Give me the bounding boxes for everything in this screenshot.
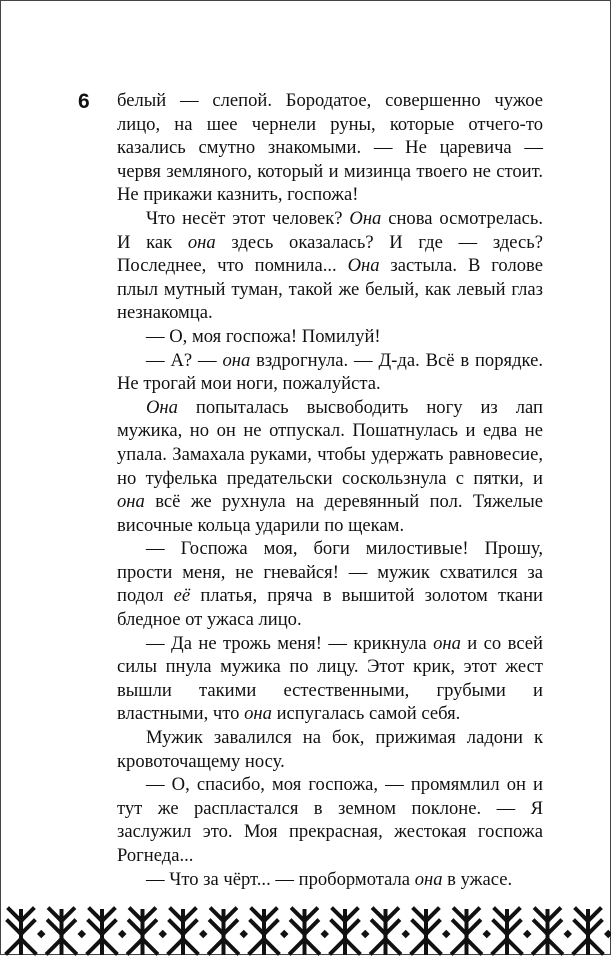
ornament-motif <box>534 909 562 953</box>
ornament-diamond <box>483 930 491 938</box>
page-number: 6 <box>78 90 90 113</box>
italic-pronoun: Она <box>146 396 178 418</box>
ornament-motif <box>210 909 238 953</box>
text-run: — Да не трожь меня! — крикнула <box>146 632 434 654</box>
italic-pronoun: она <box>187 231 216 253</box>
italic-pronoun: она <box>414 868 443 890</box>
ornament-motif <box>250 909 278 953</box>
ornament-motif <box>129 909 157 953</box>
slavic-pattern-icon <box>1 905 611 956</box>
text-run: — Что за чёрт... — пробормотала <box>146 868 415 890</box>
ornament-motif <box>453 909 481 953</box>
ornament-diamond <box>118 930 126 938</box>
ornament-diamond <box>523 930 531 938</box>
paragraph <box>117 726 543 773</box>
ornament-diamond <box>240 930 248 938</box>
paragraph <box>117 868 543 892</box>
ornament-diamond <box>442 930 450 938</box>
ornament-motif <box>493 909 521 953</box>
text-run: всё же рухнула на деревянный пол. Тяжелые височные кольца ударили по щекам. <box>117 491 543 536</box>
italic-pronoun: она <box>222 349 251 371</box>
paragraph <box>117 773 543 867</box>
ornament-motif <box>412 909 440 953</box>
text-run: — Госпожа моя, боги милостивые! Прошу, прости меня, не гневайся! — мужик схватился за подол <box>117 538 543 607</box>
paragraph <box>117 537 543 631</box>
text-run: Что несёт этот человек? <box>146 207 350 229</box>
ornament-diamond <box>159 930 167 938</box>
text-run: попыталась высвободить ногу из лап мужика, но он не отпускал. Пошатнулась и едва не упала. Замахала руками, чтобы удержать равновесие, но туфелька предательски соскользнула с пятки, и <box>117 396 543 489</box>
text-run: снова осмотрелась. И как <box>117 207 543 253</box>
italic-pronoun: Она <box>349 207 382 229</box>
italic-pronoun: её <box>173 585 191 607</box>
text-run: испугалась самой себя. <box>271 703 461 725</box>
text-run: — О, моя госпожа! Помилуй! <box>146 325 381 347</box>
text-run: застыла. В голове плыл мутный туман, такой же белый, как левый глаз незнакомца. <box>117 255 543 324</box>
ornament-motif <box>88 909 116 953</box>
text-run: в ужасе. <box>442 868 513 890</box>
ornament-motif <box>331 909 359 953</box>
ornament-diamond <box>402 930 410 938</box>
ornament-diamond <box>78 930 86 938</box>
paragraph <box>117 325 543 349</box>
ornament-diamond <box>37 930 45 938</box>
ornament-motif <box>291 909 319 953</box>
text-run: белый — слепой. Бородатое, совершенно чужое лицо, на шее чернели руны, которые отчего-то казались смутно знакомыми. — Не царевича — червя земляного, который и мизинца твоего не стоит. Не прикажи казнить, госпожа! <box>117 90 543 206</box>
ornament-motif <box>169 909 197 953</box>
text-run: — А? — <box>146 349 223 371</box>
text-run: и со всей силы пнула мужика по лицу. Этот крик, этот жест вышли такими естественными, грубыми и властными, что <box>117 632 543 725</box>
ornament-border <box>1 905 611 956</box>
ornament-diamond <box>321 930 329 938</box>
paragraph <box>117 396 543 538</box>
text-run: — О, спасибо, моя госпожа, — промямлил он и тут же распластался в земном поклоне. — Я заслужил это. Моя прекрасная, жестокая госпожа Рогнеда... <box>117 774 543 866</box>
text-run: здесь оказалась? И где — здесь? Последнее, что помнила... <box>117 231 544 277</box>
text-run: платья, пряча в вышитой золотом ткани бледное от ужаса лицо. <box>117 585 543 631</box>
ornament-motif <box>48 909 76 953</box>
paragraph <box>117 207 543 325</box>
paragraph <box>117 632 543 726</box>
ornament-diamond <box>199 930 207 938</box>
text-run: вздрогнула. — Д-да. Всё в порядке. Не трогай мои ноги, пожалуйста. <box>117 349 543 395</box>
ornament-diamond <box>564 930 572 938</box>
italic-pronoun: она <box>244 703 272 725</box>
text-run: Мужик завалился на бок, прижимая ладони к кровоточащему носу. <box>117 727 543 772</box>
ornament-diamond <box>604 930 611 938</box>
paragraph <box>117 349 543 396</box>
ornament-diamond <box>361 930 369 938</box>
italic-pronoun: Она <box>347 255 380 277</box>
body-text <box>117 89 543 891</box>
ornament-diamond <box>280 930 288 938</box>
italic-pronoun: она <box>117 491 145 513</box>
ornament-motif <box>574 909 602 953</box>
ornament-motif <box>372 909 400 953</box>
italic-pronoun: она <box>433 632 461 654</box>
paragraph <box>117 89 543 207</box>
ornament-motif <box>7 909 35 953</box>
